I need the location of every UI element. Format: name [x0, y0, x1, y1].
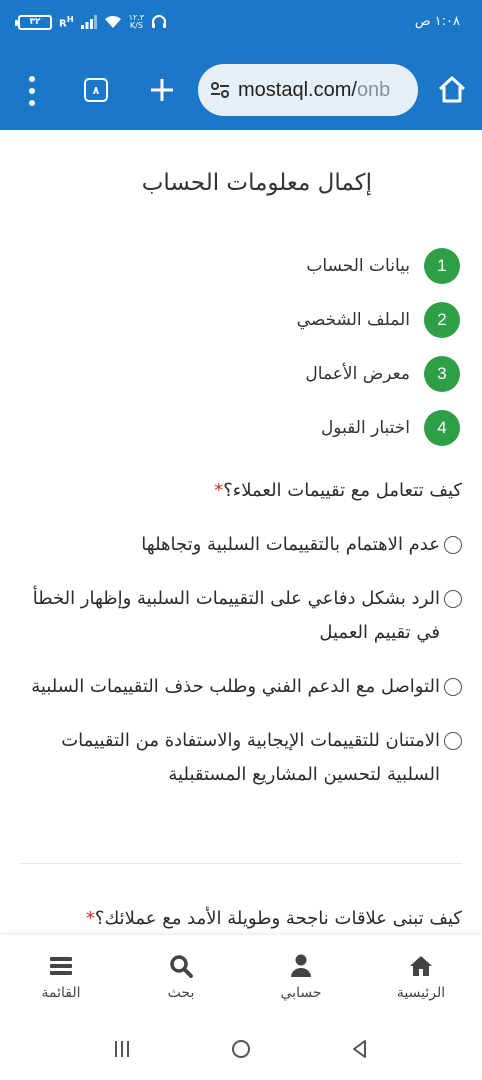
new-tab-icon[interactable] [148, 76, 176, 104]
battery-icon [18, 15, 52, 30]
step-item [160, 248, 460, 284]
step-number: 2 [424, 302, 460, 338]
question-1-options [20, 528, 462, 812]
wifi-icon [104, 15, 122, 29]
step-label: معرض الأعمال [305, 364, 410, 384]
headset-icon [151, 14, 167, 30]
status-time: ١:٠٨ ص [414, 14, 460, 29]
step-number: 1 [424, 248, 460, 284]
status-bar [0, 0, 482, 50]
user-icon [290, 954, 312, 978]
browser-toolbar [0, 50, 482, 130]
radio-option[interactable] [20, 670, 462, 704]
battery-level: ٣٢ [29, 17, 41, 27]
network-speed: ١٢.٣ K/S [128, 13, 145, 30]
home-icon[interactable] [436, 74, 468, 106]
steps-list [160, 248, 460, 464]
radio-option[interactable] [20, 528, 462, 562]
radio-button[interactable] [444, 536, 462, 554]
network-type: $R^H$ [59, 14, 74, 30]
nav-account[interactable] [256, 953, 346, 1001]
option-label: عدم الاهتمام بالتقييمات السلبية وتجاهلها [141, 534, 440, 555]
nav-home[interactable] [376, 953, 466, 1001]
system-home-icon[interactable] [229, 1037, 253, 1061]
step-item [160, 302, 460, 338]
hamburger-menu-icon [49, 955, 73, 977]
search-icon [169, 954, 193, 978]
nav-home-label: الرئيسية [396, 985, 446, 1001]
tab-switcher-button[interactable]: ٨ [84, 78, 108, 102]
home-icon [409, 955, 433, 977]
nav-search-label: بحث [167, 985, 195, 1001]
page-title: إكمال معلومات الحساب [141, 170, 372, 196]
more-options-icon[interactable] [20, 76, 44, 106]
back-icon[interactable] [348, 1037, 372, 1061]
section-divider [20, 863, 462, 864]
radio-option[interactable] [20, 724, 462, 792]
required-mark: * [85, 908, 95, 929]
step-number: 3 [424, 356, 460, 392]
radio-option[interactable] [20, 582, 462, 650]
step-number: 4 [424, 410, 460, 446]
signal-icon [81, 15, 97, 29]
question-2-label: كيف تبنى علاقات ناجحة وطويلة الأمد مع عملائك؟* [85, 908, 462, 929]
address-bar[interactable] [198, 64, 418, 116]
step-item [160, 356, 460, 392]
nav-search[interactable] [136, 953, 226, 1001]
recent-apps-icon[interactable] [110, 1037, 134, 1061]
url-text: mostaql.com/onb [238, 78, 391, 101]
radio-button[interactable] [444, 590, 462, 608]
bottom-nav [0, 935, 482, 1015]
nav-account-label: حسابي [280, 985, 322, 1001]
step-label: اختبار القبول [320, 418, 410, 438]
status-icons [18, 14, 167, 30]
option-label: الرد بشكل دفاعي على التقييمات السلبية وإظهار الخطأ في تقييم العميل [32, 588, 440, 643]
page-content [0, 130, 482, 935]
option-label: التواصل مع الدعم الفني وطلب حذف التقييمات السلبية [31, 676, 440, 697]
required-mark: * [214, 480, 224, 501]
step-label: بيانات الحساب [306, 256, 410, 276]
nav-menu[interactable] [16, 953, 106, 1001]
option-label: الامتنان للتقييمات الإيجابية والاستفادة من التقييمات السلبية لتحسين المشاريع المستقبلية [61, 730, 440, 785]
question-1-label: كيف تتعامل مع تقييمات العملاء؟* [214, 480, 462, 501]
radio-button[interactable] [444, 678, 462, 696]
step-label: الملف الشخصي [296, 310, 410, 330]
system-nav-bar [0, 1015, 482, 1080]
nav-menu-label: القائمة [41, 985, 81, 1001]
step-item [160, 410, 460, 446]
site-settings-icon[interactable] [208, 78, 232, 102]
radio-button[interactable] [444, 732, 462, 750]
